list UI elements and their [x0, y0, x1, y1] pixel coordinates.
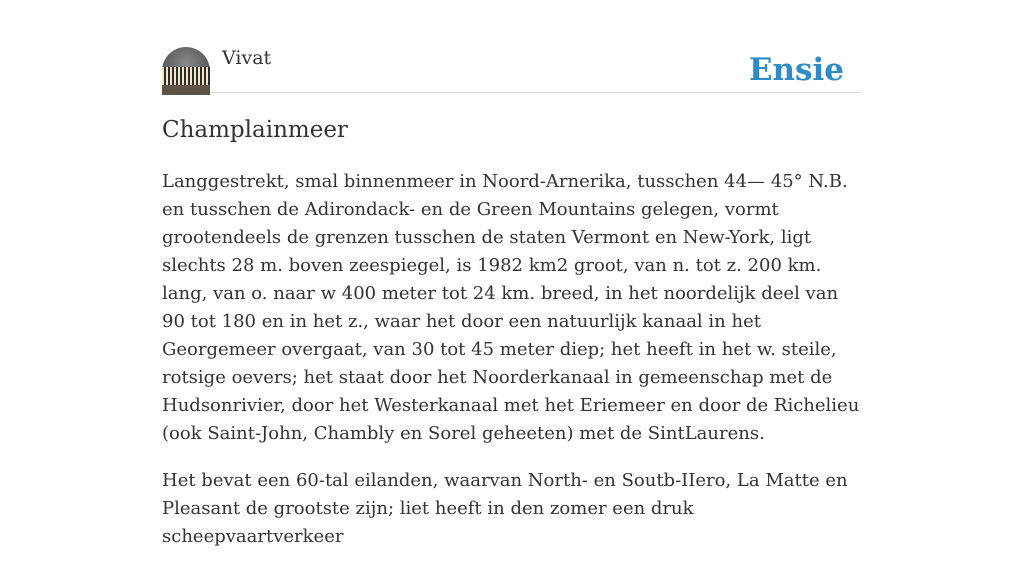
avatar-image-base — [162, 85, 210, 95]
avatar-image-stripes — [162, 67, 210, 87]
author-name[interactable]: Vivat — [222, 47, 272, 69]
author-avatar[interactable] — [162, 47, 210, 95]
article-paragraph: Langgestrekt, smal binnenmeer in Noord-Arnerika, tusschen 44— 45° N.B. en tusschen de Adirondack- en de Green Mountains gelegen, vormt grootendeels de grenzen tusschen de staten Vermont en New-York, ligt slechts 28 m. boven zeespiegel, is 1982 km2 groot, van n. tot z. 200 km. lang, van o. naar w 400 meter tot 24 km. breed, in het noordelijk deel van 90 tot 180 en in het z., waar het door een natuurlijk kanaal in het Georgemeer overgaat, van 30 tot 45 meter diep; het heeft in het w. steile, rotsige oevers; het staat door het Noorderkanaal in gemeenschap met de Hudsonrivier, door het Westerkanaal met het Eriemeer en door de Richelieu (ook Saint-John, Chambly en Sorel geheeten) met de SintLaurens. — [162, 171, 860, 444]
article-title: Champlainmeer — [162, 117, 348, 143]
article-body — [162, 168, 862, 570]
header — [162, 47, 862, 93]
brand-logo[interactable]: Ensie — [748, 52, 844, 88]
article-paragraph: Het bevat een 60-tal eilanden, waarvan North- en Soutb-IIero, La Matte en Pleasant de grootste zijn; liet heeft in den zomer een druk scheepvaartverkeer — [162, 470, 848, 547]
